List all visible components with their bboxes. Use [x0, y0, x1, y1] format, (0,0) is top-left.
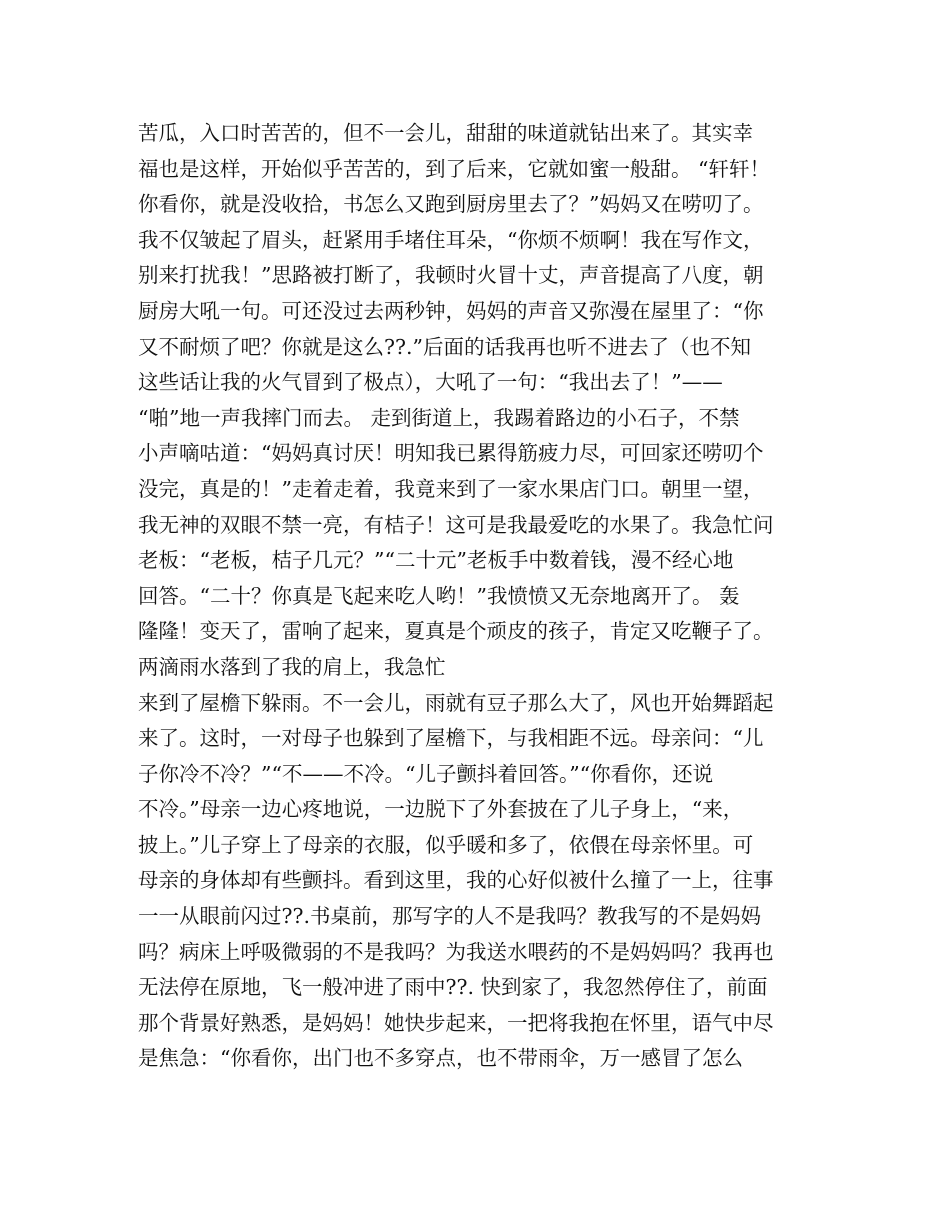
text-line: 一一从眼前闪过??.书桌前，那写字的人不是我吗？教我写的不是妈妈 — [138, 904, 761, 929]
text-line: 这些话让我的火气冒到了极点），大吼了一句：“我出去了！”—— — [138, 370, 723, 395]
text-line: 披上。”儿子穿上了母亲的衣服，似乎暖和多了，依偎在母亲怀里。可 — [138, 832, 754, 857]
text-line: 又不耐烦了吧？你就是这么??.”后面的话我再也听不进去了（也不知 — [138, 334, 751, 359]
text-line: “啪”地一声我摔门而去。 走到街道上，我踢着路边的小石子，不禁 — [138, 405, 740, 430]
text-line: 那个背景好熟悉，是妈妈！她快步起来，一把将我抱在怀里，语气中尽 — [138, 1010, 774, 1035]
text-line: 两滴雨水落到了我的肩上，我急忙 — [138, 654, 446, 679]
text-line: 隆隆！变天了，雷响了起来，夏真是个顽皮的孩子，肯定又吃鞭子了。 — [138, 619, 774, 644]
text-line: 苦瓜，入口时苦苦的，但不一会儿，甜甜的味道就钻出来了。其实幸 — [138, 121, 753, 145]
text-line: 母亲的身体却有些颤抖。看到这里，我的心好似被什么撞了一上，往事 — [138, 868, 774, 893]
text-line: 福也是这样，开始似乎苦苦的，到了后来，它就如蜜一般甜。 “轩轩！ — [138, 156, 770, 181]
text-line: 无法停在原地，飞一般冲进了雨中??. 快到家了，我忽然停住了，前面 — [138, 975, 768, 1000]
essay-text — [138, 116, 818, 1077]
text-line: 来了。这时，一对母子也躲到了屋檐下，与我相距不远。母亲问：“儿 — [138, 726, 764, 751]
text-line: 厨房大吼一句。可还没过去两秒钟，妈妈的声音又弥漫在屋里了：“你 — [138, 298, 764, 323]
text-line: 吗？病床上呼吸微弱的不是我吗？为我送水喂药的不是妈妈吗？我再也 — [138, 939, 774, 964]
text-line: 我不仅皱起了眉头，赶紧用手堵住耳朵，“你烦不烦啊！我在写作文， — [138, 227, 764, 252]
text-line: 别来打扰我！”思路被打断了，我顿时火冒十丈，声音提高了八度，朝 — [138, 263, 764, 288]
text-line: 你看你，就是没收拾，书怎么又跑到厨房里去了？”妈妈又在唠叨了。 — [138, 192, 764, 217]
text-line: 回答。“二十？你真是飞起来吃人哟！”我愤愤又无奈地离开了。 轰 — [138, 583, 740, 608]
text-line: 我无神的双眼不禁一亮，有桔子！这可是我最爱吃的水果了。我急忙问 — [138, 512, 774, 537]
text-line: 小声嘀咕道：“妈妈真讨厌！明知我已累得筋疲力尽，可回家还唠叨个 — [138, 441, 764, 466]
text-line: 老板：“老板，桔子几元？”“二十元”老板手中数着钱，漫不经心地 — [138, 548, 734, 573]
text-line: 是焦急：“你看你，出门也不多穿点，也不带雨伞，万一感冒了怎么 — [138, 1046, 743, 1071]
text-line: 来到了屋檐下躲雨。不一会儿，雨就有豆子那么大了，风也开始舞蹈起 — [138, 690, 774, 715]
text-line: 没完，真是的！”走着走着，我竟来到了一家水果店门口。朝里一望， — [138, 476, 764, 501]
text-line: 子你冷不冷？”“不——不冷。“儿子颤抖着回答。”“你看你，还说 — [138, 761, 714, 786]
text-line: 不冷。”母亲一边心疼地说，一边脱下了外套披在了儿子身上，“来， — [138, 797, 744, 822]
